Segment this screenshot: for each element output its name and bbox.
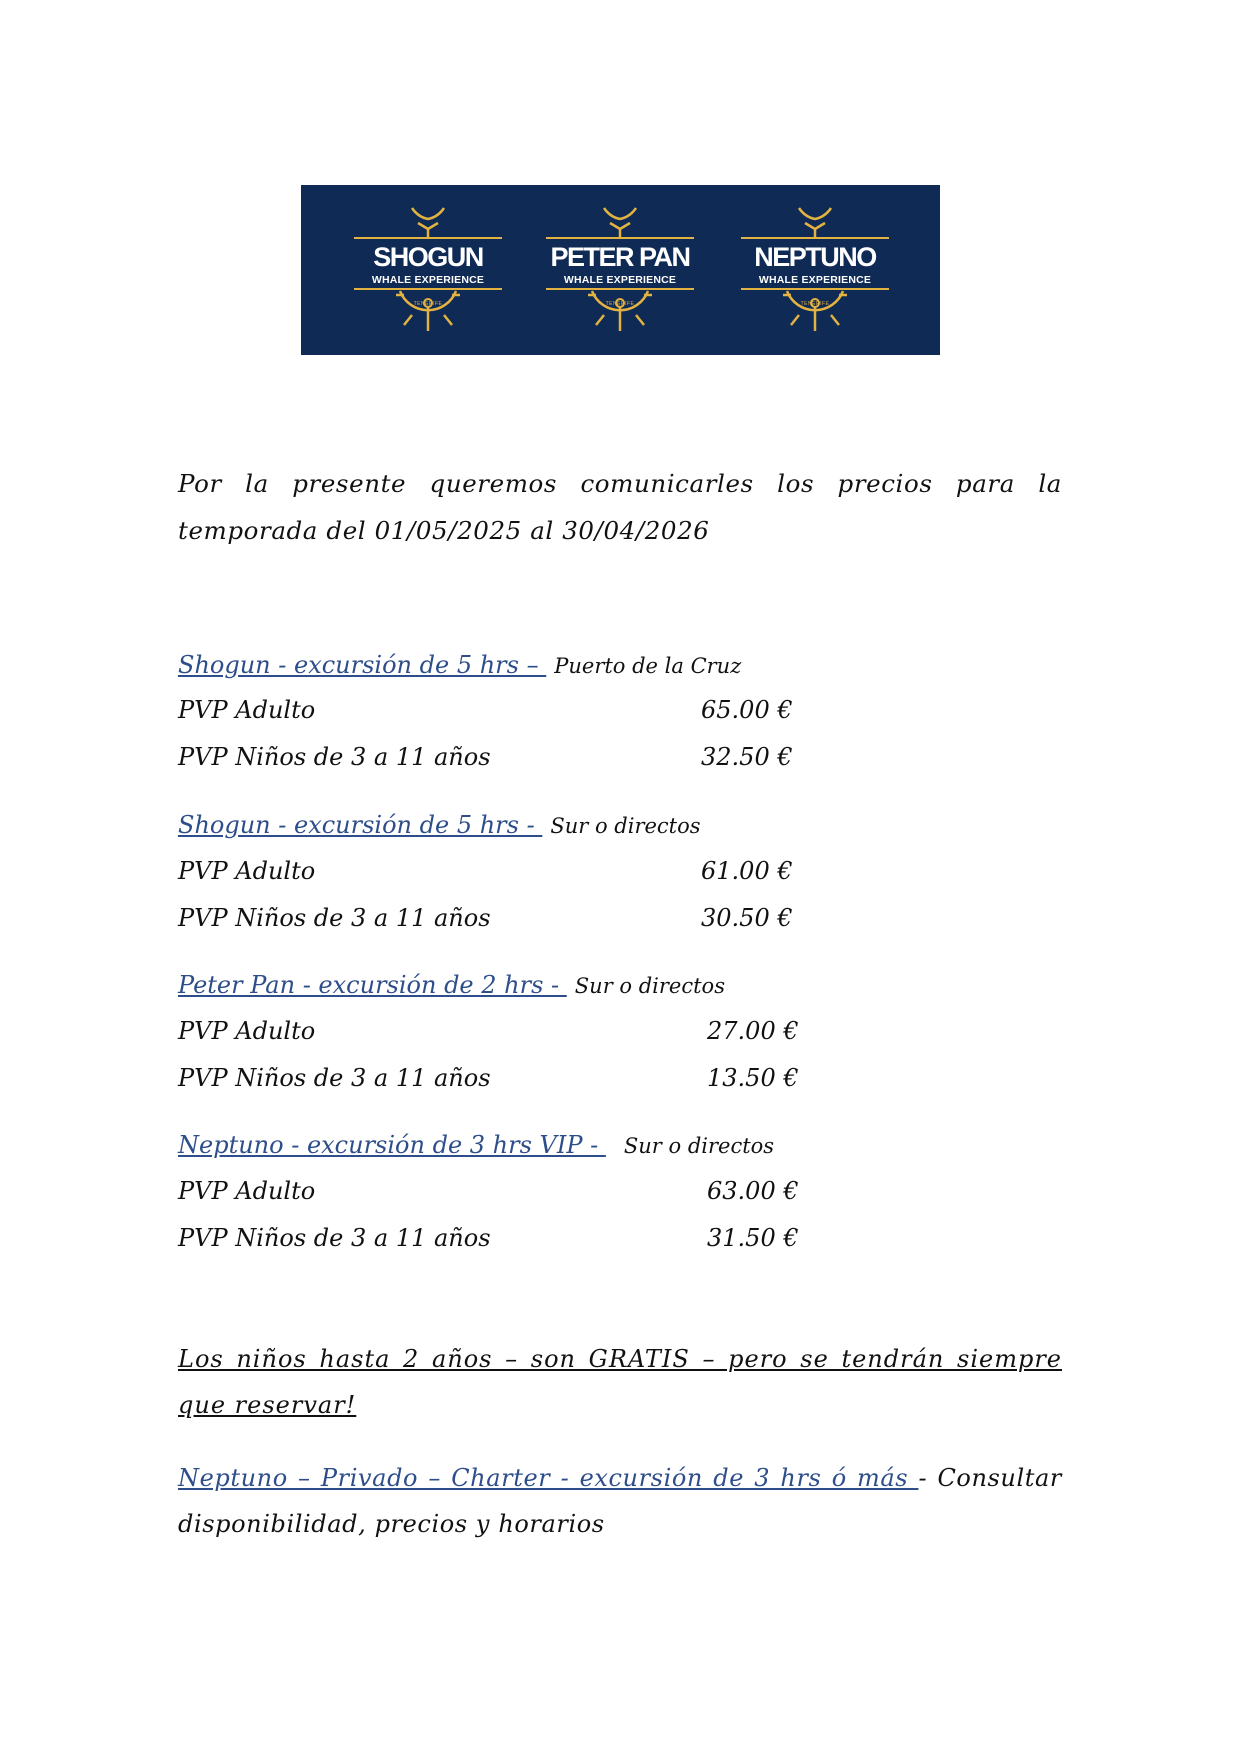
child-price-label: PVP Niños de 3 a 11 años	[178, 904, 491, 932]
excursion-heading	[178, 650, 741, 681]
child-price-value: 30.50 €	[701, 904, 793, 932]
brand-place: TENERIFE	[413, 301, 443, 307]
brand-place: TENERIFE	[800, 301, 830, 307]
brand-subtitle: WHALE EXPERIENCE	[563, 274, 677, 286]
adult-price-label: PVP Adulto	[178, 1017, 316, 1045]
adult-price-value: 65.00 €	[701, 696, 793, 724]
brand-name: SHOGUN	[373, 242, 483, 272]
adult-price-value: 61.00 €	[701, 857, 793, 885]
adult-price-label: PVP Adulto	[178, 1177, 316, 1205]
brand-subtitle: WHALE EXPERIENCE	[371, 274, 485, 286]
brand-logo-peter-pan	[540, 185, 700, 355]
charter-paragraph	[178, 1455, 1062, 1547]
excursion-heading	[178, 970, 725, 1001]
brand-logo-neptuno	[735, 185, 895, 355]
brand-subtitle: WHALE EXPERIENCE	[758, 274, 872, 286]
excursion-title: Neptuno - excursión de 3 hrs VIP -	[178, 1131, 606, 1159]
excursion-title: Peter Pan - excursión de 2 hrs -	[178, 971, 567, 999]
charter-text: - Consultar disponibilidad, precios y horarios	[178, 1464, 1062, 1538]
logo-banner	[301, 185, 940, 355]
brand-logo-shogun	[348, 185, 508, 355]
excursion-heading	[178, 810, 701, 841]
excursion-heading	[178, 1130, 774, 1161]
child-price-label: PVP Niños de 3 a 11 años	[178, 743, 491, 771]
excursion-location: Puerto de la Cruz	[554, 654, 742, 678]
adult-price-value: 27.00 €	[707, 1017, 799, 1045]
adult-price-label: PVP Adulto	[178, 696, 316, 724]
excursion-location: Sur o directos	[574, 974, 725, 998]
charter-title: Neptuno – Privado – Charter - excursión de 3 hrs ó más	[178, 1464, 919, 1492]
adult-price-value: 63.00 €	[707, 1177, 799, 1205]
brand-place: TENERIFE	[605, 301, 635, 307]
excursion-title: Shogun - excursión de 5 hrs –	[178, 651, 547, 679]
brand-name: PETER PAN	[550, 242, 690, 272]
child-price-value: 13.50 €	[707, 1064, 799, 1092]
adult-price-label: PVP Adulto	[178, 857, 316, 885]
brand-name: NEPTUNO	[754, 242, 876, 272]
excursion-title: Shogun - excursión de 5 hrs -	[178, 811, 543, 839]
intro-paragraph: Por la presente queremos comunicarles los precios para la temporada del 01/05/2025 al 30/04/2026	[178, 469, 1062, 545]
excursion-location: Sur o directos	[623, 1134, 775, 1158]
free-children-note: Los niños hasta 2 años – son GRATIS – pero se tendrán siempre que reservar!	[178, 1345, 1062, 1419]
child-price-value: 32.50 €	[701, 743, 793, 771]
excursion-location: Sur o directos	[550, 814, 701, 838]
child-price-label: PVP Niños de 3 a 11 años	[178, 1224, 491, 1252]
child-price-value: 31.50 €	[707, 1224, 799, 1252]
child-price-label: PVP Niños de 3 a 11 años	[178, 1064, 491, 1092]
